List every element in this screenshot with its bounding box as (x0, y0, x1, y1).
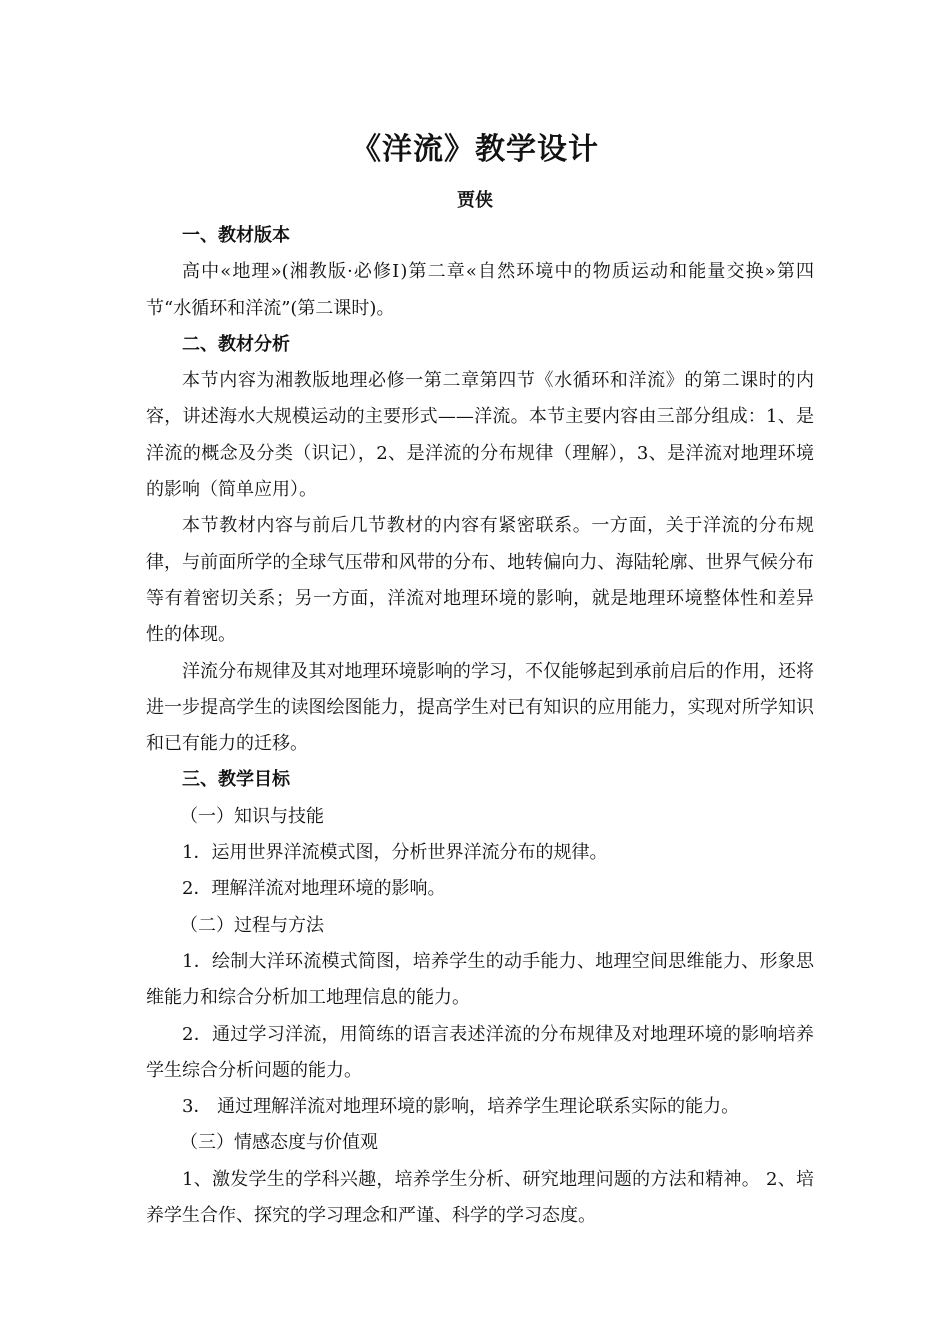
list-item: 1．运用世界洋流模式图，分析世界洋流分布的规律。 (182, 842, 608, 864)
section-heading-edition: 一、教材版本 (182, 225, 290, 246)
list-item: 1．绘制大洋环流模式简图，培养学生的动手能力、地理空间思维能力、形象思维能力和综合分析加工地理信息的能力。 (146, 950, 814, 1009)
document-author: 贾侠 (457, 190, 493, 211)
document-title: 《洋流》教学设计 (351, 132, 599, 167)
subsection-label-knowledge: （一）知识与技能 (180, 805, 324, 827)
list-item: 2．理解洋流对地理环境的影响。 (182, 878, 446, 900)
subsection-label-process: （二）过程与方法 (180, 914, 324, 936)
section-heading-analysis: 二、教材分析 (182, 333, 290, 355)
paragraph: 本节教材内容与前后几节教材的内容有紧密联系。一方面，关于洋流的分布规律，与前面所学的全球气压带和风带的分布、地转偏向力、海陆轮廓、世界气候分布等有着密切关系；另一方面，洋流对地理环境的影响，就是地理环境整体性和差异 性的体现。 (146, 515, 814, 646)
paragraph: 高中«地理»(湘教版·必修Ⅰ)第二章«自然环境中的物质运动和能量交换»第四节“水循环和洋流”(第二课时)。 (146, 261, 814, 319)
paragraph: 本节内容为湘教版地理必修一第二章第四节《水循环和洋流》的第二课时的内容，讲述海水大规模运动的主要形式——洋流。本节主要内容由三部分组成：1、是洋流的概念及分类（识记），2、是洋流的分布规律（理解），3、是洋流对地理环境的影响（简单应用）。 (146, 370, 814, 501)
document-body (146, 218, 814, 1234)
section-heading-objectives: 三、教学目标 (182, 769, 290, 791)
list-item: 1、激发学生的学科兴趣，培养学生分析、研究地理问题的方法和精神。 2、培养学生合作、探究的学习理念和严谨、科学的学习态度。 (146, 1168, 814, 1227)
list-item: 3． 通过理解洋流对地理环境的影响，培养学生理论联系实际的能力。 (182, 1096, 740, 1118)
list-item: 2．通过学习洋流，用简练的语言表述洋流的分布规律及对地理环境的影响培养学生综合分析问题的能力。 (146, 1023, 814, 1081)
subsection-label-values: （三）情感态度与价值观 (180, 1132, 378, 1154)
paragraph: 洋流分布规律及其对地理环境影响的学习，不仅能够起到承前启后的作用，还将进一步提高学生的读图绘图能力，提高学生对已有知识的应用能力，实现对所学知识和已有能力的迁移。 (146, 660, 814, 755)
